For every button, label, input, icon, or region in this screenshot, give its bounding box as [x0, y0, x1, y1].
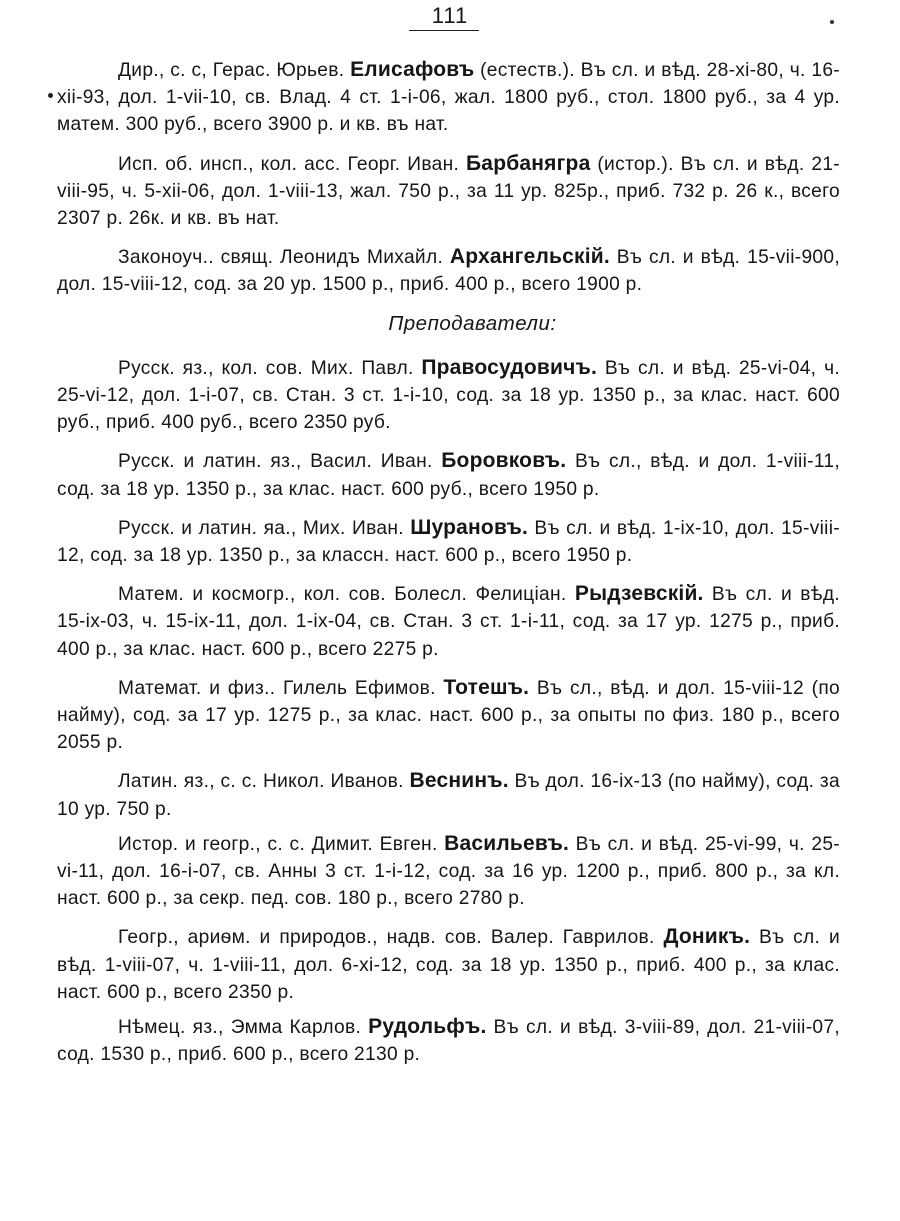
staff-entry-director	[57, 56, 840, 139]
staff-entry-inspector	[57, 150, 840, 233]
entry-details: Нѣмец. яз., Эмма Карлов.	[118, 1017, 369, 1039]
staff-entry	[57, 447, 840, 502]
entry-details: Въ сл., вѣд. и дол. 15-viii-12 (по найму), сод. за 17 ур. 1275 р., за клас. наст. 600 р., за опыты по физ. 180 р., всего 2055 р.	[57, 677, 840, 754]
entry-details: Въ сл. и вѣд. 3-viii-89, дол. 21-viii-07, сод. 1530 р., приб. 600 р., всего 2130 р.	[57, 1017, 840, 1066]
surname: Архангельскій.	[449, 245, 610, 269]
surname: Доникъ.	[663, 925, 751, 949]
entry-details: Въ дол. 16-ix-13 (по найму), сод. за 10 ур. 750 р.	[57, 771, 840, 820]
entry-details: Въ сл. и вѣд. 25-vi-04, ч. 25-vi-12, дол. 1-i-07, св. Стан. 3 ст. 1-i-10, сод. за 18 ур. 1350 р., за клас. наст. 600 руб., приб. 400 руб., всего 2350 руб.	[57, 357, 840, 434]
entry-details: Въ сл. и вѣд. 15-vii-900, дол. 15-viii-12, сод. за 20 ур. 1500 р., приб. 400 р., всего 1900 р.	[57, 247, 840, 296]
entry-details: Въ сл. и вѣд. 15-ix-03, ч. 15-ix-11, дол. 1-ix-04, св. Стан. 3 ст. 1-i-11, сод. за 17 ур. 1275 р., приб. 400 р., за клас. наст. 600 р., всего 2275 р.	[57, 584, 840, 660]
entry-details: Латин. яз., с. с. Никол. Иванов.	[118, 771, 410, 793]
staff-entry	[57, 830, 840, 913]
entry-details: Геогр., ариѳм. и природов., надв. сов. Валер. Гаврилов.	[118, 927, 664, 949]
entry-details: Исп. об. инсп., кол. асс. Георг. Иван.	[118, 153, 467, 175]
surname: Барбанягра	[466, 151, 591, 175]
surname: Шурановъ.	[410, 515, 529, 539]
staff-entry	[57, 354, 840, 437]
staff-entry	[57, 514, 840, 569]
surname: Рыдзевскій.	[574, 582, 704, 606]
entry-details: Русск. яз., кол. сов. Мих. Павл.	[118, 357, 422, 379]
entry-details: Русск. и латин. яз., Васил. Иван.	[118, 451, 442, 473]
surname: Правосудовичъ.	[421, 355, 598, 379]
entry-details: Въ сл. и вѣд. 1-ix-10, дол. 15-viii-12, сод. за 18 ур. 1350 р., за классн. наст. 600 р., всего 1950 р.	[57, 517, 840, 567]
section-heading: Преподаватели:	[388, 311, 557, 335]
page-number: 111	[431, 3, 469, 28]
surname: Васильевъ.	[444, 831, 570, 855]
entry-details: Математ. и физ.. Гилель Ефимов.	[118, 677, 444, 699]
staff-entry	[57, 767, 840, 822]
surname: Рудольфъ.	[368, 1015, 487, 1039]
entry-details: Дир., с. с, Герас. Юрьев.	[118, 60, 351, 81]
entry-details: Въ сл. и вѣд. 25-vi-99, ч. 25-vi-11, дол. 16-i-07, св. Анны 3 ст. 1-i-12, сод. за 16 ур. 1200 р., приб. 800 р., за кл. наст. 600 р., за секр. пед. сов. 180 р., всего 2780 р.	[57, 833, 840, 910]
surname: Тотешъ.	[443, 675, 530, 699]
staff-entry	[57, 1013, 840, 1068]
entry-details: (естеств.). Въ сл. и вѣд. 28-xi-80, ч. 16-xii-93, дол. 1-vii-10, св. Влад. 4 ст. 1-i-06, жал. 1800 руб., стол. 1800 руб., за 4 ур. матем. 300 руб., всего 3900 р. и кв. въ нат.	[57, 60, 841, 136]
entry-details: (истор.). Въ сл. и вѣд. 21-viii-95, ч. 5-xii-06, дол. 1-viii-13, жал. 750 р., за 11 ур. 825р., приб. 732 р. 26 к., всего 2307 р. 26к. и кв. въ нат.	[57, 153, 840, 230]
surname: Боровковъ.	[441, 449, 567, 473]
entry-details: Истор. и геогр., с. с. Димит. Евген.	[118, 833, 445, 855]
entry-details: Законоуч.. свящ. Леонидъ Михайл.	[118, 247, 450, 269]
entry-details: Въ сл., вѣд. и дол. 1-viii-11, сод. за 18 ур. 1350 р., за клас. наст. 600 руб., всего 1950 р.	[57, 451, 840, 500]
staff-entry	[57, 580, 840, 663]
margin-dot	[48, 93, 53, 98]
surname: Веснинъ.	[409, 769, 509, 793]
staff-entry	[57, 923, 840, 1006]
staff-list	[57, 56, 840, 1080]
entry-details: Русск. и латин. яа., Мих. Иван.	[118, 517, 411, 539]
entry-details: Матем. и космогр., кол. сов. Болесл. Фелиціан.	[118, 584, 575, 606]
staff-entry-chaplain	[57, 243, 840, 298]
page-number-rule	[409, 30, 479, 31]
surname: Елисафовъ	[350, 58, 475, 81]
entry-details: Въ сл. и вѣд. 1-viii-07, ч. 1-viii-11, дол. 6-xi-12, сод. за 18 ур. 1350 р., приб. 400 р., за клас. наст. 600 р., всего 2350 р.	[57, 927, 840, 1003]
staff-entry	[57, 674, 840, 757]
